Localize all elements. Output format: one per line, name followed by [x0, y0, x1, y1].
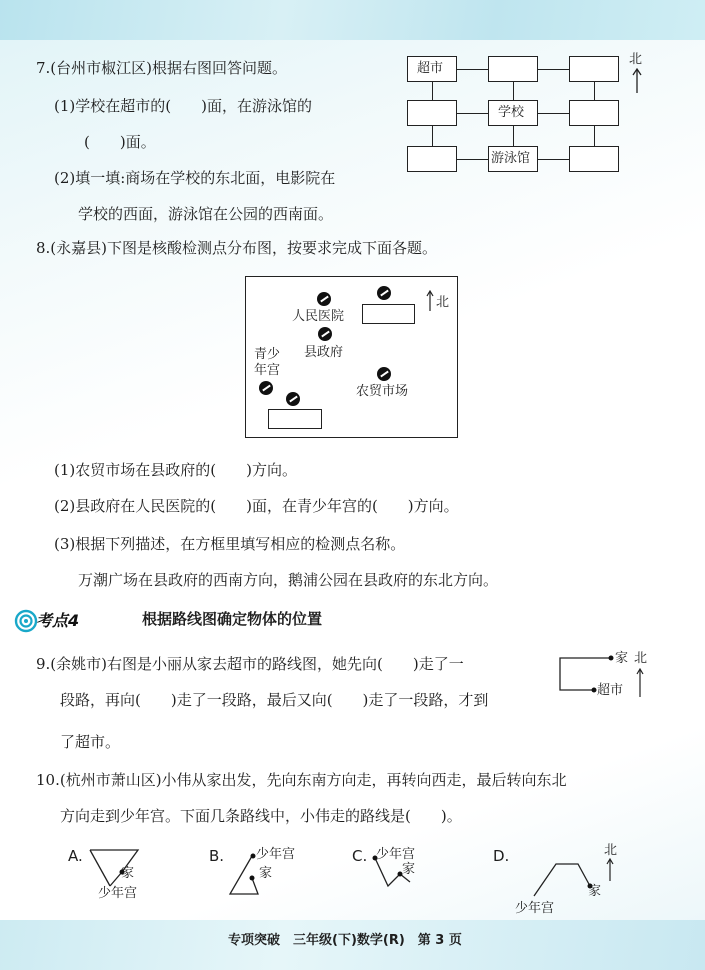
- section-target-icon: [14, 609, 38, 633]
- q10-option-d-palace: 少年宫: [515, 901, 555, 916]
- q9-north-arrow-icon: [635, 668, 645, 698]
- q8-part1: (1)农贸市场在县政府的( )方向。: [54, 461, 297, 479]
- q8-government-label: 县政府: [304, 345, 344, 360]
- q7-north-arrow-icon: [630, 68, 644, 94]
- q8-answer-box-southwest[interactable]: [268, 409, 322, 429]
- q8-government-pin-icon: [318, 327, 332, 341]
- q7-part2-line1: (2)填一填:商场在学校的东北面，电影院在: [54, 169, 336, 187]
- q8-part3-description: 万潮广场在县政府的西南方向，鹅浦公园在县政府的东北方向。: [78, 571, 499, 589]
- q10-north-label: 北: [604, 843, 618, 858]
- q10-line2: 方向走到少年宫。下面几条路线中，小伟走的路线是( )。: [60, 807, 462, 825]
- q8-youth-pin-icon: [259, 381, 273, 395]
- q7-conn: [513, 126, 514, 146]
- q8-market-label: 农贸市场: [356, 384, 409, 399]
- q7-stem: 7.(台州市椒江区)根据右图回答问题。: [36, 59, 288, 77]
- q8-answer-box-northeast[interactable]: [362, 304, 415, 324]
- q10-option-d-home: 家: [588, 884, 602, 899]
- q10-option-a-palace: 少年宫: [98, 886, 138, 901]
- q8-north-arrow-icon: [425, 290, 435, 312]
- q8-youth-label-line1: 青少: [254, 347, 281, 362]
- q7-conn: [538, 159, 569, 160]
- q7-part1-line2: ( )面。: [84, 133, 156, 151]
- q7-conn: [538, 69, 569, 70]
- q10-option-b-palace: 少年宫: [256, 847, 296, 862]
- q10-option-b-home: 家: [259, 866, 273, 881]
- q7-box-r1c3: [569, 56, 619, 82]
- q8-part2: (2)县政府在人民医院的( )面，在青少年宫的( )方向。: [54, 497, 459, 515]
- q8-blank-pin2-icon: [286, 392, 300, 406]
- q8-youth-label-line2: 年宫: [254, 363, 281, 378]
- q9-line1: 9.(余姚市)右图是小丽从家去超市的路线图，她先向( )走了一: [36, 655, 464, 673]
- q7-part1-line1: (1)学校在超市的( )面，在游泳馆的: [54, 97, 312, 115]
- q9-home-label: 家: [615, 651, 629, 666]
- q8-market-pin-icon: [377, 367, 391, 381]
- page-footer: 专项突破 三年级(下)数学(R) 第 3 页: [228, 933, 462, 948]
- section-badge: 考点4: [36, 611, 80, 630]
- q7-box-school: 学校: [488, 100, 538, 126]
- q7-box-supermarket: 超市: [407, 56, 457, 82]
- q10-option-b-letter: B.: [209, 847, 225, 865]
- q10-option-c-home: 家: [402, 862, 416, 877]
- q10-option-a-home: 家: [121, 866, 135, 881]
- q9-line2: 段路，再向( )走了一段路，最后又向( )走了一段路，才到: [60, 691, 489, 709]
- q8-hospital-pin-icon: [317, 292, 331, 306]
- q10-option-d-letter: D.: [493, 847, 510, 865]
- q9-line3: 了超市。: [60, 733, 121, 751]
- q7-conn: [432, 82, 433, 100]
- q7-conn: [457, 113, 488, 114]
- section-title: 根据路线图确定物体的位置: [142, 610, 323, 628]
- q10-option-c-letter: C.: [352, 847, 368, 865]
- q8-stem: 8.(永嘉县)下图是核酸检测点分布图，按要求完成下面各题。: [36, 239, 438, 257]
- q7-conn: [457, 69, 488, 70]
- q7-box-r2c1: [407, 100, 457, 126]
- q8-north-label: 北: [436, 295, 450, 310]
- q8-part3: (3)根据下列描述，在方框里填写相应的检测点名称。: [54, 535, 406, 553]
- q9-supermarket-label: 超市: [597, 683, 624, 698]
- q7-box-r1c2: [488, 56, 538, 82]
- q10-option-a-letter: A.: [68, 847, 83, 865]
- q10-option-c-palace: 少年宫: [376, 847, 416, 862]
- q7-conn: [594, 126, 595, 146]
- q10-line1: 10.(杭州市萧山区)小伟从家出发，先向东南方向走，再转向西走，最后转向东北: [36, 771, 567, 789]
- q9-north-label: 北: [634, 651, 648, 666]
- q8-hospital-label: 人民医院: [292, 309, 345, 324]
- q7-box-r3c3: [569, 146, 619, 172]
- q7-conn: [538, 113, 569, 114]
- q7-box-r2c3: [569, 100, 619, 126]
- q8-blank-pin-icon: [377, 286, 391, 300]
- q10-north-arrow-icon: [605, 858, 615, 882]
- q7-conn: [513, 82, 514, 100]
- q7-part2-line2: 学校的西面，游泳馆在公园的西南面。: [78, 205, 334, 223]
- q7-conn: [594, 82, 595, 100]
- q7-box-pool: 游泳馆: [488, 146, 538, 172]
- q7-conn: [457, 159, 488, 160]
- top-decor-band: [0, 0, 705, 40]
- q7-north-label: 北: [629, 52, 643, 67]
- q7-conn: [432, 126, 433, 146]
- q7-box-r3c1: [407, 146, 457, 172]
- q10-option-a-route: [86, 846, 146, 890]
